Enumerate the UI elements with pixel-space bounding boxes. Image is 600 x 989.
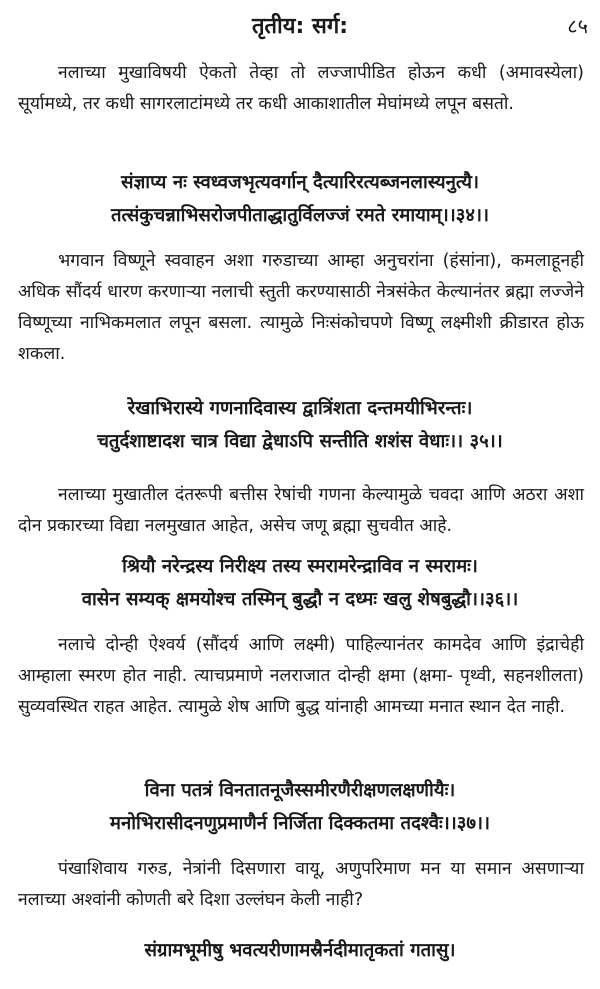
page-number: ८५ [567, 14, 588, 38]
verse-line: वासेन सम्यक् क्षमयोश्च तस्मिन् बुद्धौ न दध्मः खलु शेषबुद्धौ।।३६।। [81, 589, 519, 610]
page-header [0, 6, 600, 46]
commentary-paragraph: पंखाशिवाय गरुड, नेत्रांनी दिसणारा वायू, अणुपरिमाण मन या समान असणाऱ्या नलाच्या अश्वांनी कोणती बरे दिशा उल्लंघन केली नाही? [18, 859, 584, 910]
verse [0, 934, 600, 967]
verse-line: संग्रामभूमीषु भवत्यरीणामस्रैर्नदीमातृकतां गतासु। [144, 940, 456, 961]
verse [0, 774, 600, 840]
chapter-title: तृतीय: सर्ग: [251, 14, 349, 39]
verse [0, 392, 600, 458]
verse-line: विना पतत्रं विनतातनूजैस्समीरणैरीक्षणलक्षणीयैः। [144, 780, 456, 801]
commentary-paragraph: भगवान विष्णूने स्ववाहन अशा गरुडाच्या आम्हा अनुचरांना (हंसांना), कमलाहूनही अधिक सौंदर्य धारण करणाऱ्या नलाची स्तुती करण्यासाठी नेत्रसंकेत केल्यानंतर ब्रह्मा लज्जेने विष्णूच्या नाभिकमलात लपून बसला. त्यामुळे निःसंकोचपणे विष्णू लक्ष्मीशी क्रीडारत होऊ शकला. [18, 251, 584, 364]
verse-line: श्रियौ नरेन्द्रस्य निरीक्ष्य तस्य स्मरामरेन्द्राविव न स्मरामः। [122, 556, 478, 577]
commentary-paragraph: नलाच्या मुखाविषयी ऐकतो तेव्हा तो लज्जापीडित होऊन कधी (अमावस्येला) सूर्यामध्ये, तर कधी सागरलाटांमध्ये तर कधी आकाशातील मेघांमध्ये लपून बसतो. [18, 63, 584, 114]
verse-line: चतुर्दशाष्टादश चात्र विद्या द्वेधाऽपि सन्तीति शशंस वेधाः।। ३५।। [97, 431, 503, 452]
verse-line: मनोभिरासीदनणुप्रमाणैर्न निर्जिता दिक्कतमा तदश्वैः।।३७।। [109, 813, 491, 834]
verse [0, 550, 600, 616]
commentary-paragraph: नलाचे दोन्ही ऐश्वर्य (सौंदर्य आणि लक्ष्मी) पाहिल्यानंतर कामदेव आणि इंद्राचेही आम्हाला स्मरण होत नाही. त्याचप्रमाणे नलराजात दोन्ही क्षमा (क्षमा- पृथ्वी, सहनशीलता) सुव्यवस्थित राहत आहेत. त्यामुळे शेष आणि बुद्ध यांनाही आमच्या मनात स्थान देत नाही. [18, 635, 584, 717]
verse [0, 166, 600, 232]
verse-line: संज्ञाप्य नः स्वध्वजभृत्यवर्गान् दैत्यारिरत्यब्जनलास्यनुत्यै। [120, 172, 480, 193]
verse-line: रेखाभिरास्ये गणनादिवास्य द्वात्रिंशता दन्तमयीभिरन्तः। [127, 398, 473, 419]
verse-line: तत्संकुचन्नाभिसरोजपीताद्धातुर्विलज्जं रमते रमायाम्।।३४।। [110, 205, 490, 226]
commentary-paragraph: नलाच्या मुखातील दंतरूपी बत्तीस रेषांची गणना केल्यामुळे चवदा आणि अठरा अशा दोन प्रकारच्या विद्या नलमुखात आहेत, असेच जणू ब्रह्मा सुचवीत आहे. [18, 485, 584, 536]
